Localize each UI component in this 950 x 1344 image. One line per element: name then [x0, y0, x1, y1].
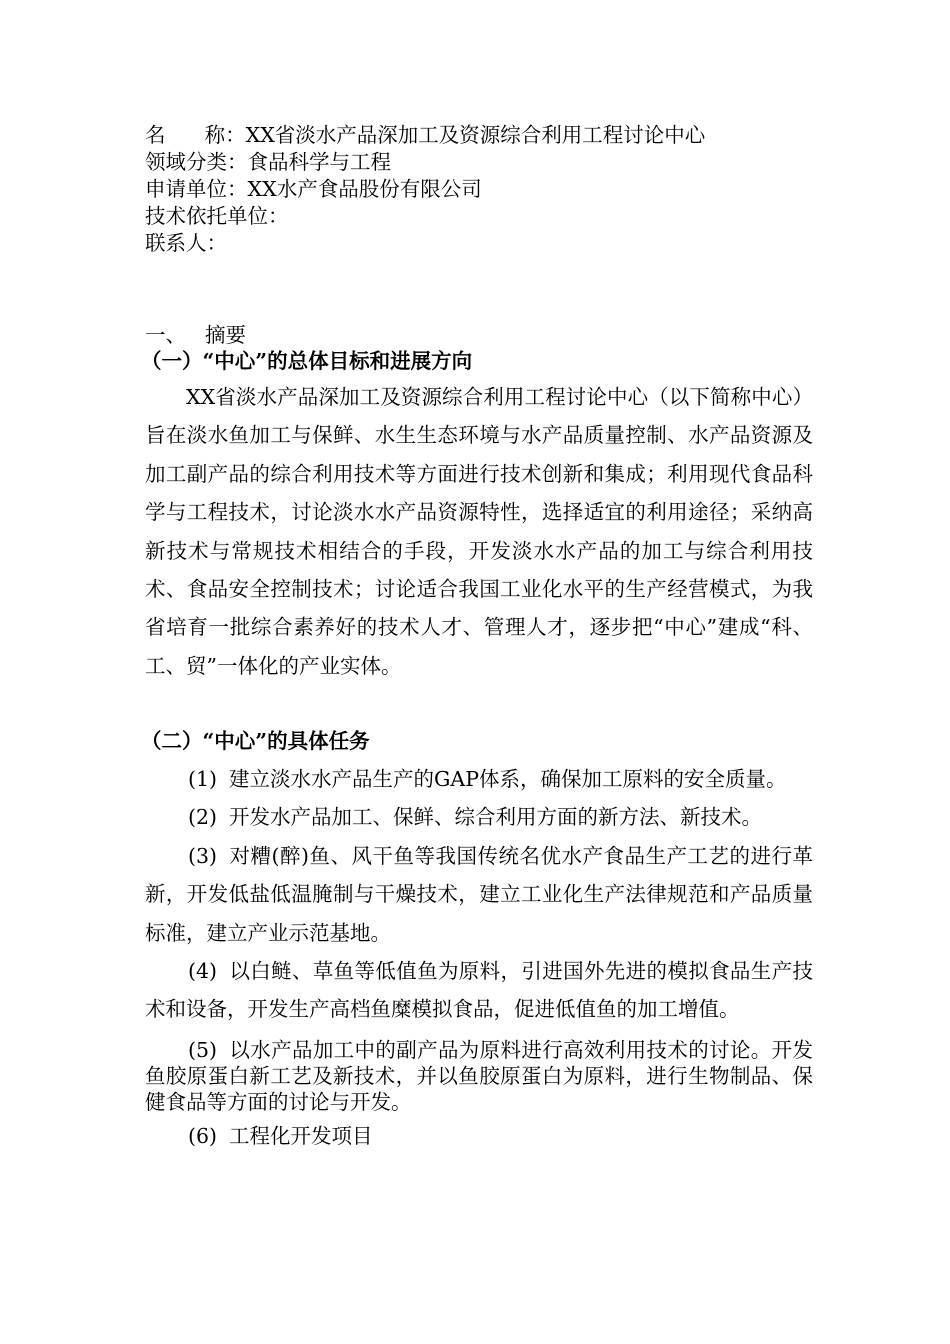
task-list	[145, 760, 813, 1149]
meta-support-line	[145, 203, 705, 230]
task-text: 以白鲢、草鱼等低值鱼为原料，引进国外先进的模拟食品生产技术和设备，开发生产高档鱼糜模拟食品，促进低值鱼的加工增值。	[145, 959, 813, 1022]
meta-support-label: 技术依托单位：	[145, 204, 289, 228]
task-number: (3)	[188, 843, 218, 868]
meta-field-line	[145, 149, 705, 176]
meta-field-label: 领域分类：	[145, 150, 248, 174]
meta-field-value: 食品科学与工程	[247, 150, 391, 174]
task-number: (6)	[188, 1123, 218, 1148]
meta-applicant-line	[145, 176, 705, 203]
task-text: 开发水产品加工、保鲜、综合利用方面的新方法、新技术。	[229, 805, 763, 830]
task-item	[145, 952, 813, 1029]
meta-name-value: XX省淡水产品深加工及资源综合利用工程讨论中心	[245, 123, 706, 147]
meta-contact-label: 联系人：	[145, 231, 227, 255]
section-number: 一、	[145, 323, 186, 347]
task-item	[145, 798, 813, 836]
meta-applicant-label: 申请单位：	[145, 177, 248, 201]
task-item	[145, 760, 813, 798]
meta-name-line	[145, 122, 705, 149]
meta-contact-line	[145, 230, 705, 257]
meta-name-label: 名 称：	[145, 123, 246, 147]
task-text: 以水产品加工中的副产品为原料进行高效利用技术的讨论。开发鱼胶原蛋白新工艺及新技术，并以鱼胶原蛋白为原料，进行生物制品、保健食品等方面的讨论与开发。	[145, 1037, 813, 1114]
subsection-heading-goals: （一）“中心”的总体目标和进展方向	[141, 349, 473, 373]
task-text: 工程化开发项目	[229, 1123, 373, 1148]
task-item	[145, 837, 813, 952]
task-number: (1)	[188, 767, 218, 791]
task-item	[145, 1037, 813, 1115]
meta-applicant-value: XX水产食品股份有限公司	[247, 177, 482, 201]
goals-paragraph: XX省淡水产品深加工及资源综合利用工程讨论中心（以下简称中心）旨在淡水鱼加工与保鲜、水生生态环境与水产品质量控制、水产品资源及加工副产品的综合利用技术等方面进行技术创新和集成；利用现代食品科学与工程技术，讨论淡水水产品资源特性，选择适宜的利用途径；采纳高新技术与常规技术相结合的手段，开发淡水水产品的加工与综合利用技术、食品安全控制技术；讨论适合我国工业化水平的生产经营模式，为我省培育一批综合素养好的技术人才、管理人才，逐步把“中心”建成“科、工、贸”一体化的产业实体。	[145, 385, 813, 678]
task-text: 对糟(醉)鱼、风干鱼等我国传统名优水产食品生产工艺的进行革新，开发低盐低温腌制与干燥技术，建立工业化生产法律规范和产品质量标准，建立产业示范基地。	[145, 843, 813, 945]
section-title: 摘要	[205, 323, 246, 347]
section-heading-abstract	[145, 322, 246, 349]
task-number: (5)	[188, 1037, 218, 1062]
task-item	[145, 1123, 813, 1149]
task-text: 建立淡水水产品生产的GAP体系，确保加工原料的安全质量。	[229, 767, 787, 791]
task-number: (4)	[188, 959, 218, 984]
document-meta	[145, 122, 705, 257]
task-number: (2)	[188, 805, 218, 830]
subsection-heading-tasks: （二）“中心”的具体任务	[141, 729, 370, 753]
